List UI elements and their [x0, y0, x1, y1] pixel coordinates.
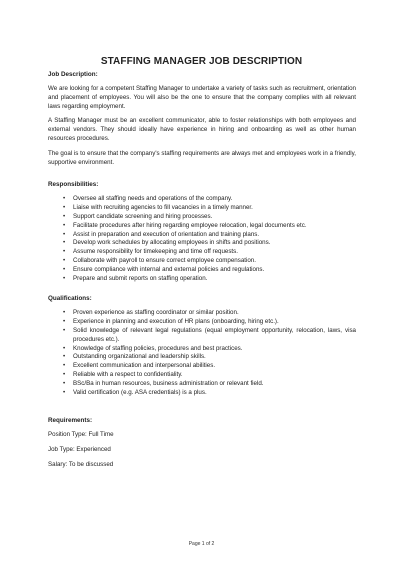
- list-item: [63, 239, 356, 248]
- qualifications-heading: Qualifications:: [48, 295, 92, 303]
- list-item-text: BSc/Ba in human resources, business administration or relevant field.: [73, 379, 264, 387]
- list-item-text: Valid certification (e.g. ASA credentials) is a plus.: [73, 388, 207, 396]
- list-item: [63, 353, 356, 362]
- list-item-text: Oversee all staffing needs and operations of the company.: [73, 195, 233, 203]
- list-item-text: Assist in preparation and execution of orientation and training plans.: [73, 230, 260, 238]
- bullet-icon: •: [63, 309, 66, 317]
- list-item: [63, 371, 356, 380]
- job-description-paragraph: A Staffing Manager must be an excellent communicator, able to foster relationships with both employees and external vendors. They should ideally have experience in hiring and onboarding as well as other human resources procedures.: [48, 117, 356, 142]
- bullet-icon: •: [63, 248, 66, 256]
- list-item-text: Reliable with a respect to confidentiality.: [73, 370, 183, 378]
- bullet-icon: •: [63, 344, 66, 352]
- job-description-paragraph: The goal is to ensure that the company's staffing requirements are always met and employees work in a friendly, supportive environment.: [48, 149, 356, 166]
- bullet-icon: •: [63, 230, 66, 238]
- list-item: [63, 204, 356, 213]
- bullet-icon: •: [63, 239, 66, 247]
- list-item: [63, 257, 356, 266]
- list-item: [63, 266, 356, 275]
- list-item: [63, 380, 356, 389]
- bullet-icon: •: [63, 326, 66, 334]
- document-title: STAFFING MANAGER JOB DESCRIPTION: [100, 56, 303, 67]
- list-item-text: Facilitate procedures after hiring regarding employee relocation, legal documents etc.: [73, 221, 307, 229]
- job-description-heading: Job Description:: [48, 71, 98, 78]
- job-description-paragraph: We are looking for a competent Staffing Manager to undertake a variety of tasks such as recruitment, orientation and placement of employees. You will also be the one to ensure that the company complies with all relevant laws regarding employment.: [48, 85, 356, 110]
- list-item-text: Outstanding organizational and leadership skills.: [73, 353, 206, 361]
- bullet-icon: •: [63, 204, 66, 212]
- bullet-icon: •: [63, 370, 66, 378]
- list-item: [63, 195, 356, 204]
- list-item: [63, 248, 356, 257]
- requirements-heading: Requirements:: [48, 417, 93, 425]
- list-item-text: Proven experience as staffing coordinator or similar position.: [73, 309, 239, 317]
- list-item-text: Develop work schedules by allocating employees in shifts and positions.: [73, 239, 271, 247]
- list-item-text: Collaborate with payroll to ensure correct employee compensation.: [73, 256, 256, 264]
- bullet-icon: •: [63, 379, 66, 387]
- page-footer: Page 1 of 2: [188, 541, 215, 547]
- bullet-icon: •: [63, 362, 66, 370]
- list-item-text: Prepare and submit reports on staffing operation.: [73, 274, 208, 282]
- bullet-icon: •: [63, 318, 66, 326]
- bullet-icon: •: [63, 265, 66, 273]
- list-item: [63, 231, 356, 240]
- job-type: Job Type: Experienced: [48, 446, 111, 454]
- bullet-icon: •: [63, 353, 66, 361]
- bullet-icon: •: [63, 195, 66, 203]
- bullet-icon: •: [63, 388, 66, 396]
- responsibilities-list: [48, 195, 356, 283]
- list-item: [63, 318, 356, 327]
- bullet-icon: •: [63, 274, 66, 282]
- qualifications-list: [48, 309, 356, 397]
- list-item-text: Assume responsibility for timekeeping and time off requests.: [73, 248, 238, 256]
- list-item: [63, 275, 356, 284]
- bullet-icon: •: [63, 221, 66, 229]
- bullet-icon: •: [63, 212, 66, 220]
- list-item-text: Solid knowledge of relevant legal regulations (equal employment opportunity, relocation, laws, visa procedures etc.).: [73, 326, 356, 343]
- spacer: [48, 409, 356, 417]
- responsibilities-heading: Responsibilities:: [48, 181, 99, 189]
- list-item-text: Excellent communication and interpersonal abilities.: [73, 362, 216, 370]
- list-item: [63, 327, 356, 345]
- spacer: [48, 173, 356, 181]
- list-item-text: Ensure compliance with internal and external policies and regulations.: [73, 265, 265, 273]
- list-item-text: Liaise with recruiting agencies to fill vacancies in a timely manner.: [73, 204, 253, 212]
- list-item-text: Experience in planning and execution of HR plans (onboarding, hiring etc.).: [73, 318, 279, 326]
- salary: Salary: To be discussed: [48, 461, 114, 469]
- list-item: [63, 362, 356, 371]
- list-item-text: Knowledge of staffing policies, procedures and best practices.: [73, 344, 243, 352]
- position-type: Position Type: Full Time: [48, 431, 114, 439]
- bullet-icon: •: [63, 256, 66, 264]
- list-item: [63, 389, 356, 398]
- list-item: [63, 345, 356, 354]
- list-item: [63, 213, 356, 222]
- document-body: [48, 71, 356, 476]
- list-item-text: Support candidate screening and hiring processes.: [73, 212, 213, 220]
- list-item: [63, 309, 356, 318]
- list-item: [63, 222, 356, 231]
